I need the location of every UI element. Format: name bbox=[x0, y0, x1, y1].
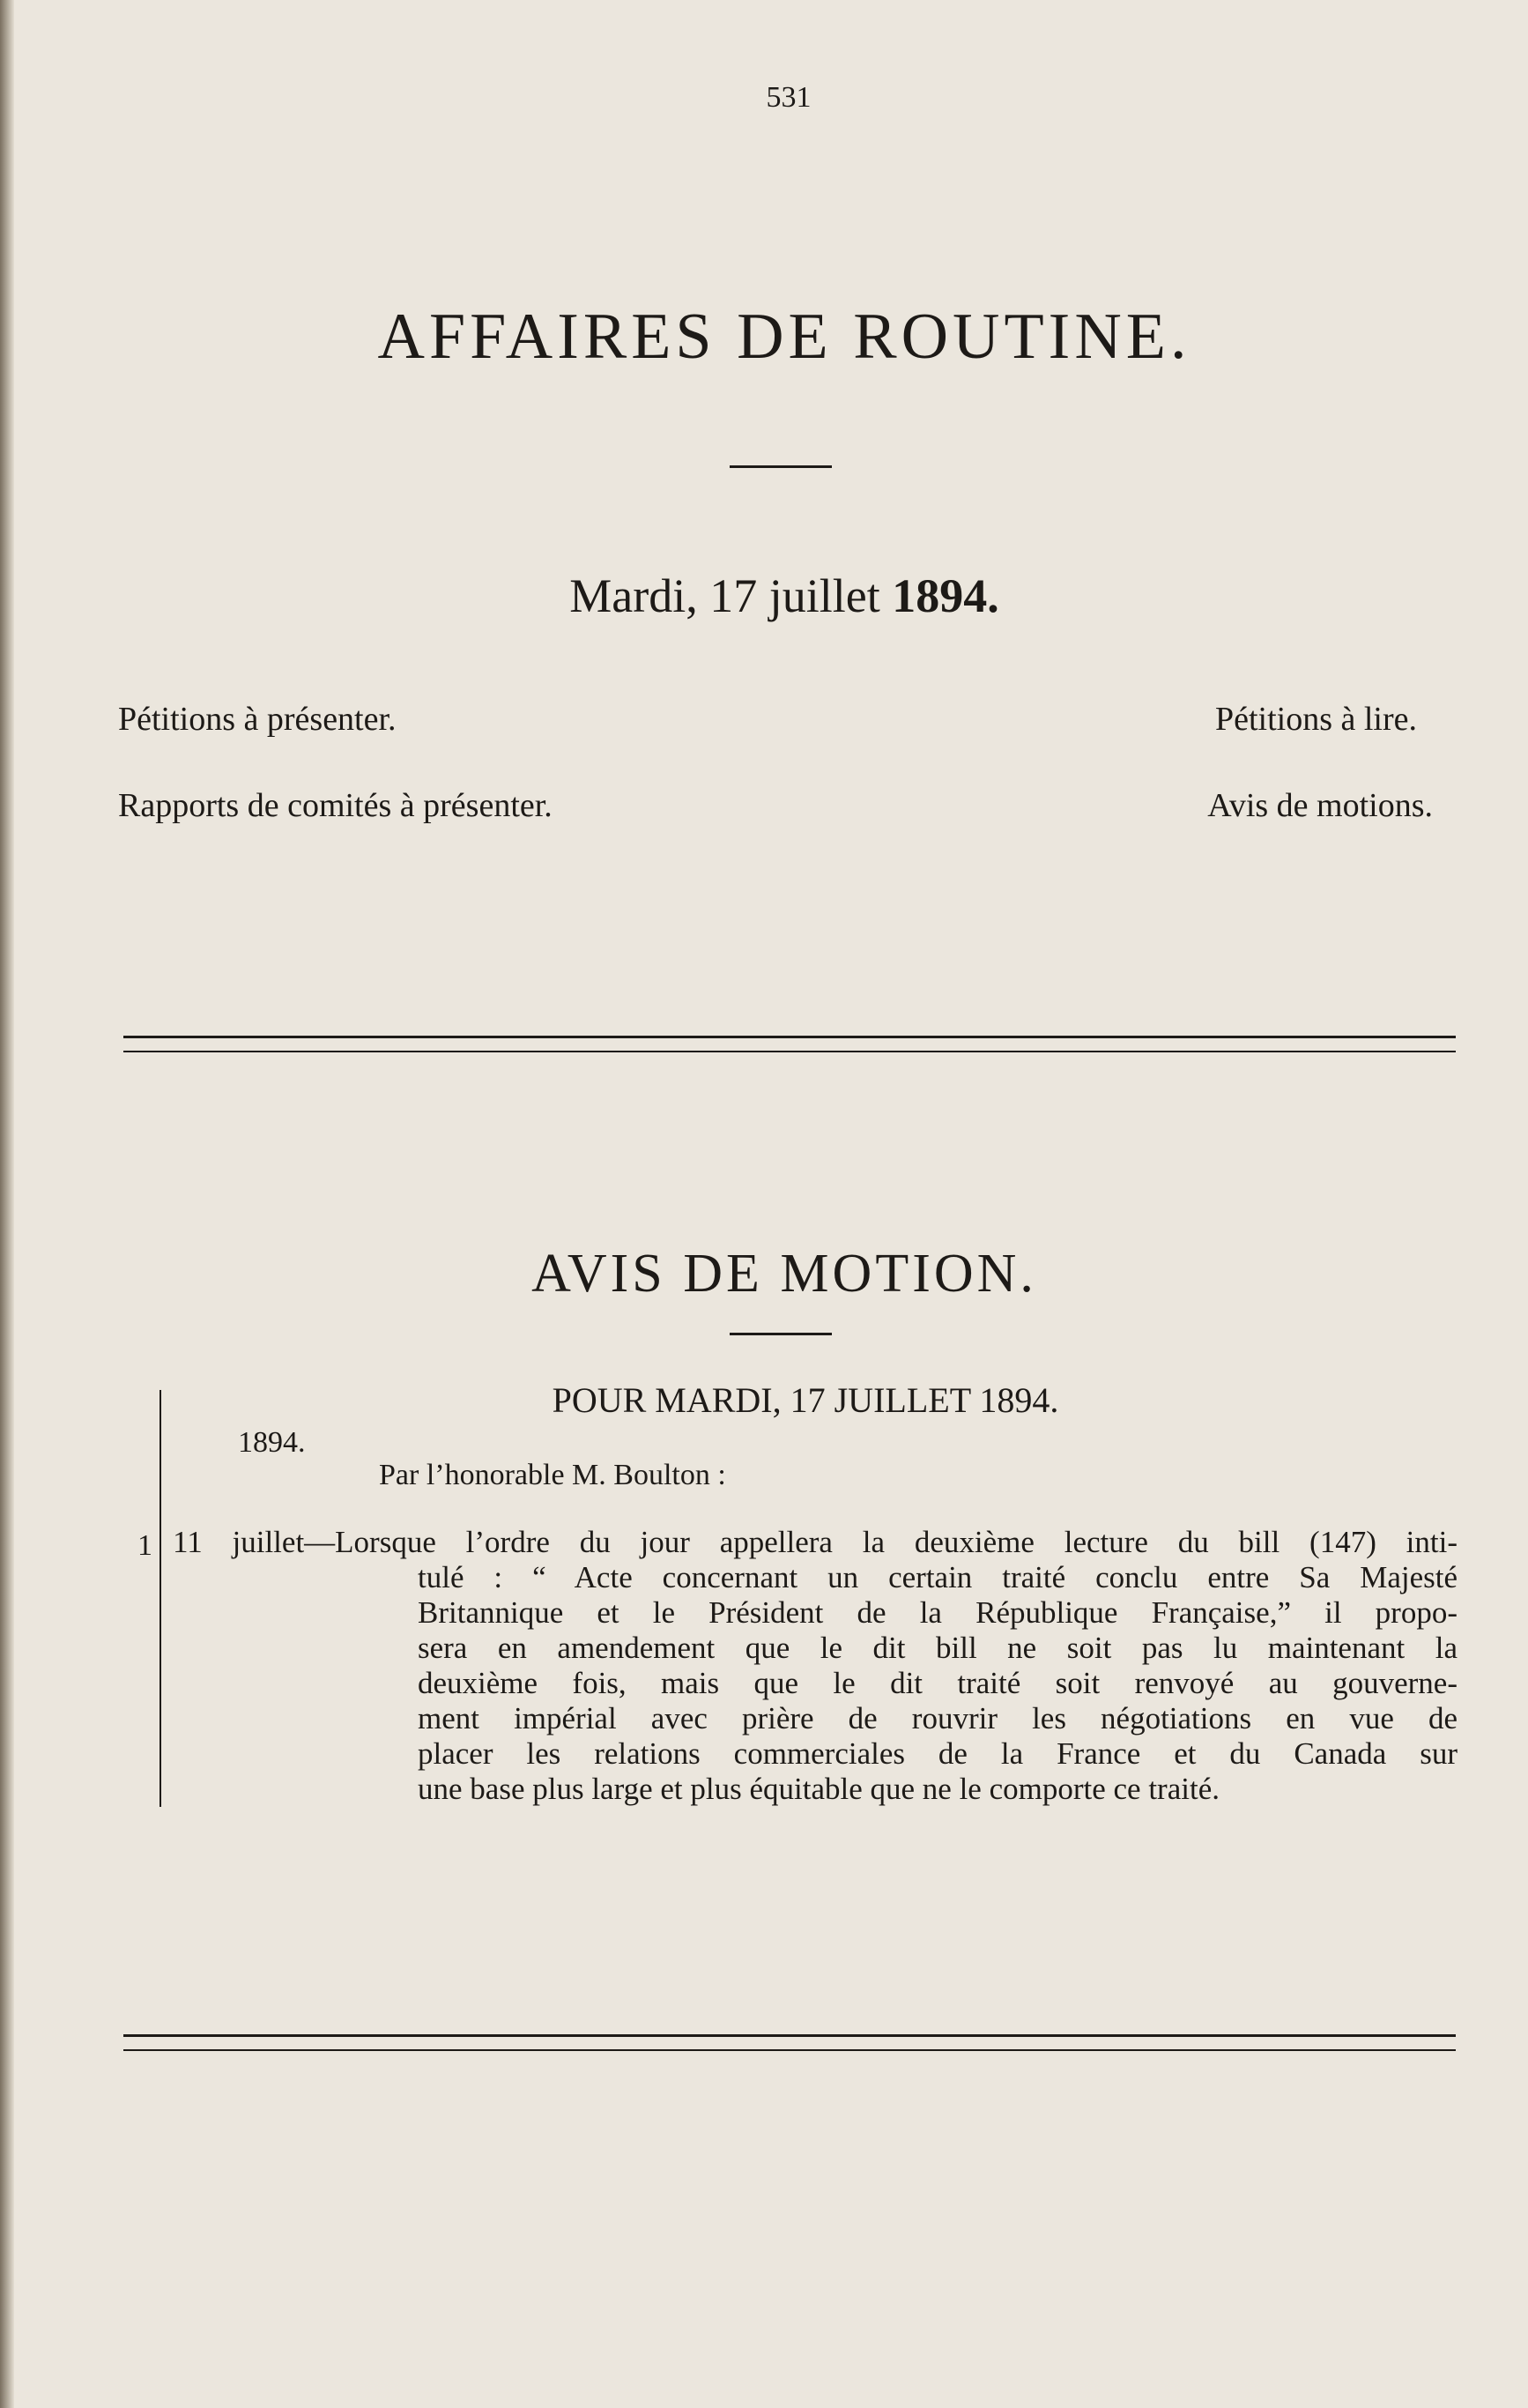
motion-text-line: placer les relations commerciales de la France et du Canada sur bbox=[418, 1736, 1458, 1771]
sitting-date bbox=[0, 569, 1528, 623]
page-title: AFFAIRES DE ROUTINE. bbox=[377, 301, 1191, 373]
title-rule bbox=[730, 465, 832, 468]
sitting-date-year: 1894. bbox=[892, 569, 999, 622]
routine-item-petitions-read: Pétitions à lire. bbox=[1214, 701, 1417, 738]
margin-year: 1894. bbox=[238, 1426, 306, 1459]
motion-mover: Par l’honorable M. Boulton : bbox=[379, 1459, 726, 1491]
page-number: 531 bbox=[766, 81, 812, 114]
margin-vertical-rule bbox=[159, 1390, 161, 1807]
sitting-date-prefix: Mardi, 17 juillet bbox=[569, 569, 893, 622]
notices-rule bbox=[730, 1333, 832, 1335]
motion-number: 1 bbox=[137, 1529, 152, 1562]
notices-date-heading: POUR MARDI, 17 JUILLET 1894. bbox=[552, 1380, 1059, 1420]
routine-item-committee-reports: Rapports de comités à présenter. bbox=[118, 787, 553, 824]
motion-text-line: 11 juillet—Lorsque l’ordre du jour appellera la deuxième lecture du bill (147) inti- bbox=[173, 1525, 1458, 1559]
routine-item-petitions-present: Pétitions à présenter. bbox=[118, 701, 397, 738]
routine-item-notices-of-motion: Avis de motions. bbox=[1207, 787, 1433, 824]
motion-text-line: Britannique et le Président de la République Française,” il propo- bbox=[418, 1595, 1458, 1630]
section-divider-top bbox=[123, 1036, 1456, 1052]
motion-text-line: tulé : “ Acte concernant un certain traité conclu entre Sa Majesté bbox=[418, 1560, 1458, 1594]
notices-title: AVIS DE MOTION. bbox=[531, 1244, 1037, 1304]
section-divider-bottom bbox=[123, 2034, 1456, 2051]
motion-text-line: deuxième fois, mais que le dit traité soit renvoyé au gouverne- bbox=[418, 1666, 1458, 1700]
motion-text-line: sera en amendement que le dit bill ne soit pas lu maintenant la bbox=[418, 1631, 1458, 1665]
motion-text-line: une base plus large et plus équitable que ne le comporte ce traité. bbox=[418, 1772, 1220, 1806]
motion-text-line: ment impérial avec prière de rouvrir les négotiations en vue de bbox=[418, 1701, 1458, 1735]
